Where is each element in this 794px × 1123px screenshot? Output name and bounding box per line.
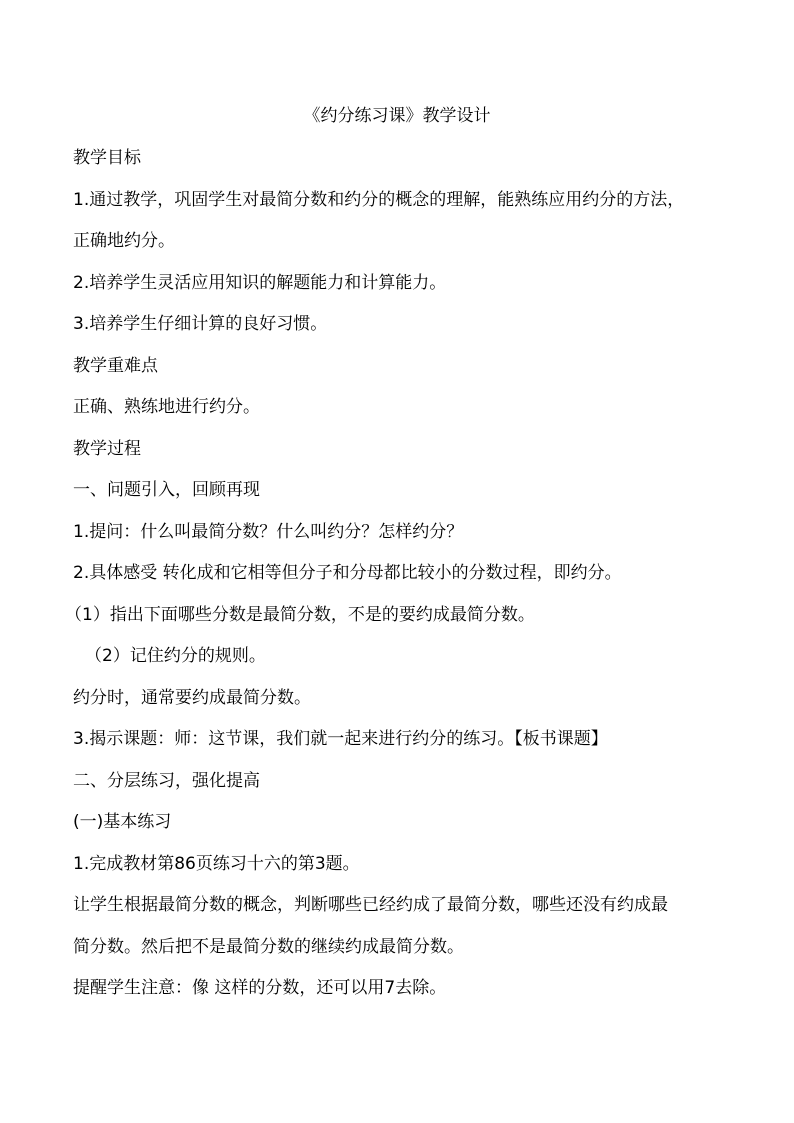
sub-step-2: （2）记住约分的规则。	[85, 646, 266, 666]
heading-key-difficulties: 教学重难点	[73, 355, 158, 376]
section-2-heading: 二、分层练习，强化提高	[73, 770, 260, 791]
section-1-heading: 一、问题引入，回顾再现	[73, 480, 260, 500]
document-title: 《约分练习课》教学设计	[303, 106, 491, 126]
process-step-1: 1.提问：什么叫最简分数？什么叫约分？怎样约分？	[73, 521, 464, 542]
basic-practice-heading: (一)基本练习	[73, 812, 172, 832]
practice-desc-line-1: 让学生根据最简分数的概念，判断哪些已经约成了最简分数，哪些还没有约成最	[73, 895, 668, 915]
practice-desc-line-2: 简分数。然后把不是最简分数的继续约成最简分数。	[73, 936, 464, 957]
heading-teaching-goals: 教学目标	[73, 148, 141, 168]
process-step-2: 2.具体感受 转化成和它相等但分子和分母都比较小的分数过程，即约分。	[73, 563, 622, 583]
goal-2: 2.培养学生灵活应用知识的解题能力和计算能力。	[73, 272, 447, 293]
heading-teaching-process: 教学过程	[73, 438, 141, 459]
goal-1-line-2: 正确地约分。	[73, 231, 175, 251]
process-step-3: 3.揭示课题：师：这节课，我们就一起来进行约分的练习。【板书课题】	[73, 729, 608, 749]
key-difficulty-text: 正确、熟练地进行约分。	[73, 397, 260, 417]
practice-reminder: 提醒学生注意：像 这样的分数，还可以用7去除。	[73, 978, 447, 998]
document-body	[65, 144, 733, 1016]
goal-1-line-1: 1.通过教学，巩固学生对最简分数和约分的概念的理解，能熟练应用约分的方法，	[73, 189, 685, 210]
goal-3: 3.培养学生仔细计算的良好习惯。	[73, 314, 328, 334]
sub-step-1: （1）指出下面哪些分数是最简分数，不是的要约成最简分数。	[65, 604, 535, 625]
rule-text: 约分时，通常要约成最简分数。	[73, 687, 311, 708]
practice-item-1: 1.完成教材第86页练习十六的第3题。	[73, 853, 360, 874]
